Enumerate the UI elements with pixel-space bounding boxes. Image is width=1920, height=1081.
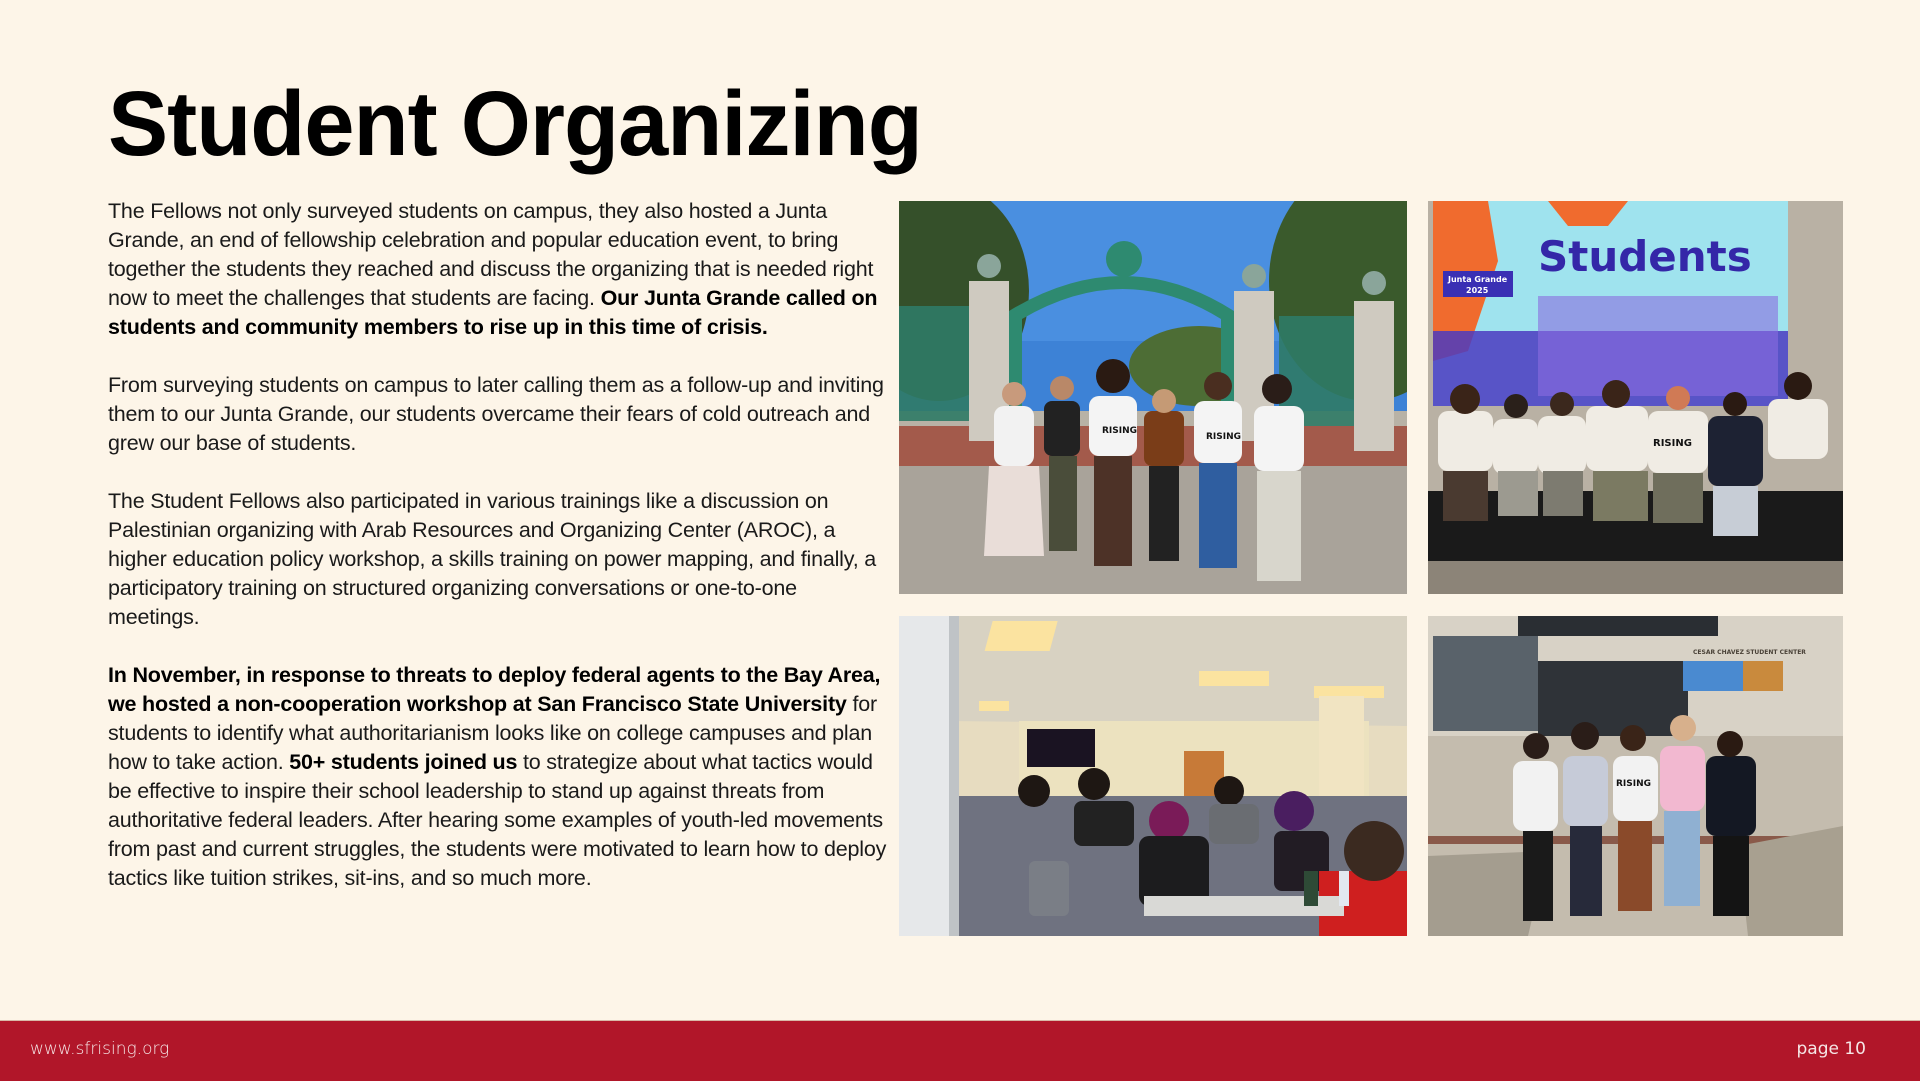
slide-title: Students: [1538, 232, 1752, 281]
paragraph-junta-grande: [108, 197, 888, 342]
building-sign: CESAR CHAVEZ STUDENT CENTER: [1693, 649, 1806, 656]
shirt-logo-text: RISING: [1102, 426, 1138, 436]
photo-campus-gate-group: [899, 201, 1407, 594]
paragraph-text: to strategize about what tactics would be effective to inspire their school leadership to stand up against threats from authoritative federal leaders. After hearing some examples of youth-led movements from past and current struggles, the students were motivated to learn how to deploy tactics like tuition strikes, sit-ins, and so much more.: [108, 750, 887, 890]
presentation-screen: [1027, 729, 1095, 767]
slide-badge-line1: Junta Grande: [1448, 275, 1508, 284]
photo-student-center-group: [1428, 616, 1843, 936]
paragraph-text: From surveying students on campus to later calling them as a follow-up and inviting them to our Junta Grande, our students overcame their fears of cold outreach and grew our base of students.: [108, 373, 884, 455]
slide-badge-line2: 2025: [1466, 286, 1489, 295]
page-title: Student Organizing: [108, 73, 922, 175]
photo-classroom-image: [899, 616, 1407, 936]
paragraph-workshop: [108, 661, 888, 893]
paragraph-outreach: [108, 371, 888, 458]
photo-classroom-workshop: [899, 616, 1407, 936]
shirt-logo-text: RISING: [1653, 438, 1692, 449]
body-text: [108, 197, 888, 922]
footer-bar: [0, 1020, 1920, 1081]
page-number: page 10: [1796, 1039, 1866, 1059]
paragraph-text: The Fellows not only surveyed students on campus, they also hosted a Junta Grande, an end of fellowship celebration and popular education event, to bring together the students they reached and discuss the organizing that is needed right now to meet the challenges that students are facing.: [108, 199, 874, 310]
paragraph-emphasis: Our Junta Grande called on students and community members to rise up in this time of crisis.: [108, 286, 878, 339]
paragraph-trainings: [108, 487, 888, 632]
photo-junta-grande-image: [1428, 201, 1843, 594]
paragraph-emphasis: In November, in response to threats to deploy federal agents to the Bay Area, we hosted a non-cooperation workshop at San Francisco State University: [108, 663, 881, 716]
footer-website-link[interactable]: www.sfrising.org: [30, 1039, 170, 1059]
photo-campus-gate-image: [899, 201, 1407, 594]
shirt-logo-text: RISING: [1616, 779, 1652, 789]
paragraph-text: The Student Fellows also participated in various trainings like a discussion on Palestinian organizing with Arab Resources and Organizing Center (AROC), a higher education policy workshop, a skills training on power mapping, and finally, a participatory training on structured organizing conversations or one-to-one meetings.: [108, 489, 876, 629]
paragraph-emphasis: 50+ students joined us: [289, 750, 518, 774]
shirt-logo-text: RISING: [1206, 432, 1242, 442]
photo-student-center-image: [1428, 616, 1843, 936]
photo-junta-grande-stage: [1428, 201, 1843, 594]
paragraph-text: for students to identify what authoritarianism looks like on college campuses and plan how to take action.: [108, 692, 877, 774]
